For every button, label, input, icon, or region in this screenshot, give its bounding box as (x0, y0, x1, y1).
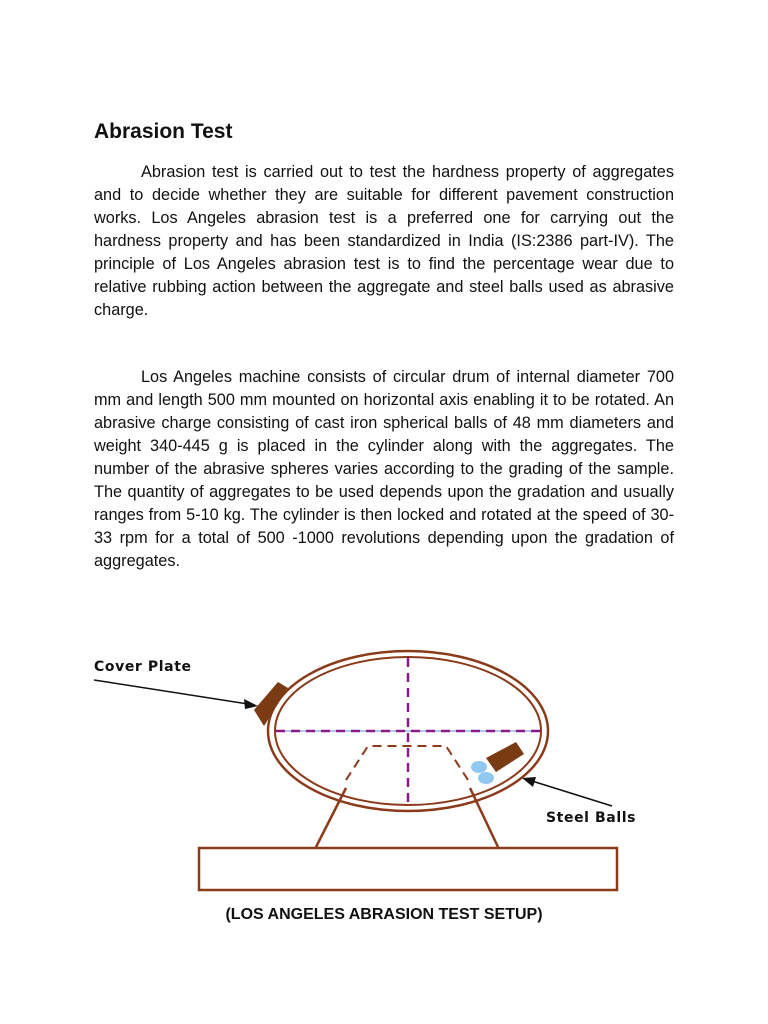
steel-ball (471, 761, 487, 773)
figure-caption: (LOS ANGELES ABRASION TEST SETUP) (225, 906, 543, 923)
abrasion-machine-diagram (88, 640, 688, 900)
cover-plate-label: Cover Plate (94, 659, 192, 675)
steel-plate-shape (486, 742, 524, 772)
steel-balls-arrowhead (522, 777, 536, 787)
cover-plate-shape (254, 682, 288, 726)
section-heading: Abrasion Test (94, 120, 233, 143)
support-leg-right (470, 788, 498, 847)
steel-ball (478, 772, 494, 784)
cover-plate-arrow-line (94, 680, 248, 704)
steel-balls-arrow-line (532, 781, 612, 806)
paragraph-intro: Abrasion test is carried out to test the hardness property of aggregates and to decide whether they are suitable for different pavement construction works. Los Angeles abrasion test is a preferred one for carrying out the hardness property and has been standardized in India (IS:2386 part-IV). The principle of Los Angeles abrasion test is to find the percentage wear due to relative rubbing action between the aggregate and steel balls used as abrasive charge. (94, 163, 674, 319)
steel-balls-label: Steel Balls (546, 810, 637, 826)
machine-base (199, 848, 617, 890)
paragraph-machine: Los Angeles machine consists of circular drum of internal diameter 700 mm and length 500 mm mounted on horizontal axis enabling it to be rotated. An abrasive charge consisting of cast iron spherical balls of 48 mm diameters and weight 340-445 g is placed in the cylinder along with the aggregates. The number of the abrasive spheres varies according to the grading of the sample. The quantity of aggregates to be used depends upon the gradation and usually ranges from 5-10 kg. The cylinder is then locked and rotated at the speed of 30-33 rpm for a total of 500 -1000 revolutions depending upon the gradation of aggregates. (94, 368, 674, 570)
cover-plate-arrowhead (244, 699, 258, 709)
